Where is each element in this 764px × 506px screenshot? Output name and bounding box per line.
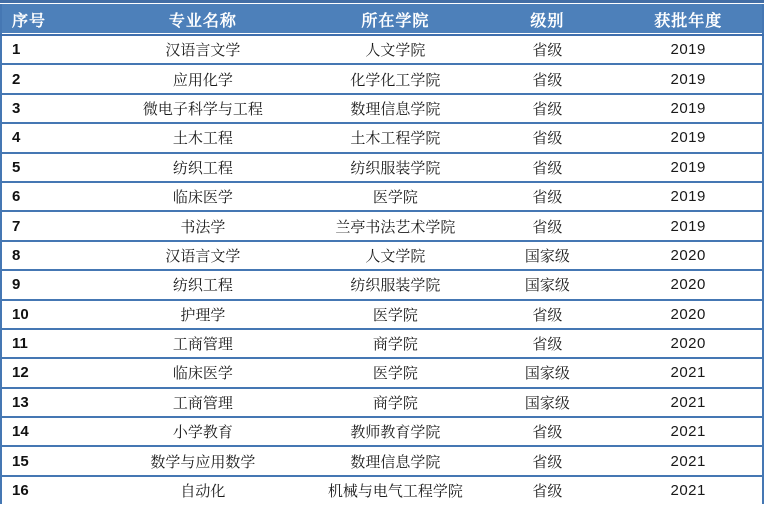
cell-level: 省级 (480, 211, 614, 240)
cell-level: 省级 (480, 446, 614, 475)
cell-year: 2019 (614, 123, 763, 152)
cell-major: 纺织工程 (95, 270, 310, 299)
cell-college: 人文学院 (310, 241, 480, 270)
table-row (1, 94, 763, 123)
cell-level: 省级 (480, 35, 614, 64)
cell-level: 省级 (480, 94, 614, 123)
approved-majors-table (0, 4, 764, 504)
table-row (1, 329, 763, 358)
cell-year: 2021 (614, 388, 763, 417)
cell-college: 人文学院 (310, 35, 480, 64)
cell-major: 土木工程 (95, 123, 310, 152)
table-row (1, 388, 763, 417)
header-cell-year: 获批年度 (614, 4, 763, 35)
table-row (1, 476, 763, 504)
cell-level: 国家级 (480, 358, 614, 387)
header-cell-index: 序号 (1, 4, 95, 35)
cell-major: 汉语言文学 (95, 35, 310, 64)
cell-major: 应用化学 (95, 64, 310, 93)
cell-index: 9 (1, 270, 95, 299)
cell-index: 6 (1, 182, 95, 211)
header-cell-college: 所在学院 (310, 4, 480, 35)
cell-year: 2020 (614, 270, 763, 299)
cell-level: 省级 (480, 417, 614, 446)
cell-major: 小学教育 (95, 417, 310, 446)
cell-level: 省级 (480, 123, 614, 152)
cell-index: 5 (1, 153, 95, 182)
cell-major: 书法学 (95, 211, 310, 240)
cell-major: 临床医学 (95, 358, 310, 387)
cell-index: 12 (1, 358, 95, 387)
cell-major: 汉语言文学 (95, 241, 310, 270)
cell-index: 7 (1, 211, 95, 240)
cell-level: 省级 (480, 300, 614, 329)
cell-major: 微电子科学与工程 (95, 94, 310, 123)
cell-college: 兰亭书法艺术学院 (310, 211, 480, 240)
cell-index: 16 (12, 482, 29, 500)
cell-college: 教师教育学院 (310, 417, 480, 446)
table-header (1, 4, 763, 35)
cell-college: 纺织服装学院 (310, 270, 480, 299)
cell-year: 2019 (614, 35, 763, 64)
header-row (1, 4, 763, 35)
cell-college: 数理信息学院 (310, 94, 480, 123)
cell-year: 2019 (614, 64, 763, 93)
cell-college: 数理信息学院 (310, 446, 480, 475)
table-row (1, 182, 763, 211)
table-row (1, 123, 763, 152)
cell-index: 10 (1, 300, 95, 329)
cell-index: 2 (1, 64, 95, 93)
cell-level: 国家级 (480, 388, 614, 417)
cell-index: 13 (1, 388, 95, 417)
cell-year: 2019 (614, 94, 763, 123)
table-row (1, 446, 763, 475)
table-row (1, 153, 763, 182)
cell-college: 机械与电气工程学院 (327, 483, 463, 501)
table-row (1, 417, 763, 446)
table-row (1, 35, 763, 64)
table-row (1, 241, 763, 270)
cell-major: 临床医学 (95, 182, 310, 211)
cell-college: 土木工程学院 (310, 123, 480, 152)
header-cell-level: 级别 (480, 4, 614, 35)
cell-college: 商学院 (310, 329, 480, 358)
cell-college: 化学化工学院 (310, 64, 480, 93)
cell-major: 数学与应用数学 (95, 446, 310, 475)
cell-major: 工商管理 (95, 388, 310, 417)
cell-level: 省级 (480, 329, 614, 358)
cell-index: 14 (1, 417, 95, 446)
cell-index: 4 (1, 123, 95, 152)
cell-index: 15 (1, 446, 95, 475)
cell-college: 医学院 (310, 358, 480, 387)
cell-major: 自动化 (180, 483, 226, 501)
header-cell-major: 专业名称 (95, 4, 310, 35)
cell-major: 工商管理 (95, 329, 310, 358)
table-row (1, 358, 763, 387)
table-row (1, 270, 763, 299)
cell-level: 省级 (480, 182, 614, 211)
cell-level: 省级 (532, 483, 563, 501)
cell-index: 1 (1, 35, 95, 64)
cell-college: 商学院 (310, 388, 480, 417)
cell-year: 2021 (614, 446, 763, 475)
cell-major: 护理学 (95, 300, 310, 329)
table-row (1, 211, 763, 240)
table-body (1, 35, 763, 504)
cell-college: 医学院 (310, 300, 480, 329)
cell-college: 纺织服装学院 (310, 153, 480, 182)
cell-year: 2021 (614, 358, 763, 387)
cell-year: 2019 (614, 182, 763, 211)
cell-index: 8 (1, 241, 95, 270)
cell-year: 2021 (614, 417, 763, 446)
table-row (1, 300, 763, 329)
cell-level: 国家级 (480, 241, 614, 270)
cell-level: 省级 (480, 153, 614, 182)
cell-index: 11 (1, 329, 95, 358)
table-row (1, 64, 763, 93)
cell-year: 2020 (614, 241, 763, 270)
cell-major: 纺织工程 (95, 153, 310, 182)
cell-level: 国家级 (480, 270, 614, 299)
cell-year: 2019 (614, 211, 763, 240)
cell-year: 2021 (670, 482, 706, 500)
cell-year: 2020 (614, 300, 763, 329)
cell-year: 2019 (614, 153, 763, 182)
cell-level: 省级 (480, 64, 614, 93)
cell-index: 3 (1, 94, 95, 123)
cell-college: 医学院 (310, 182, 480, 211)
cell-year: 2020 (614, 329, 763, 358)
